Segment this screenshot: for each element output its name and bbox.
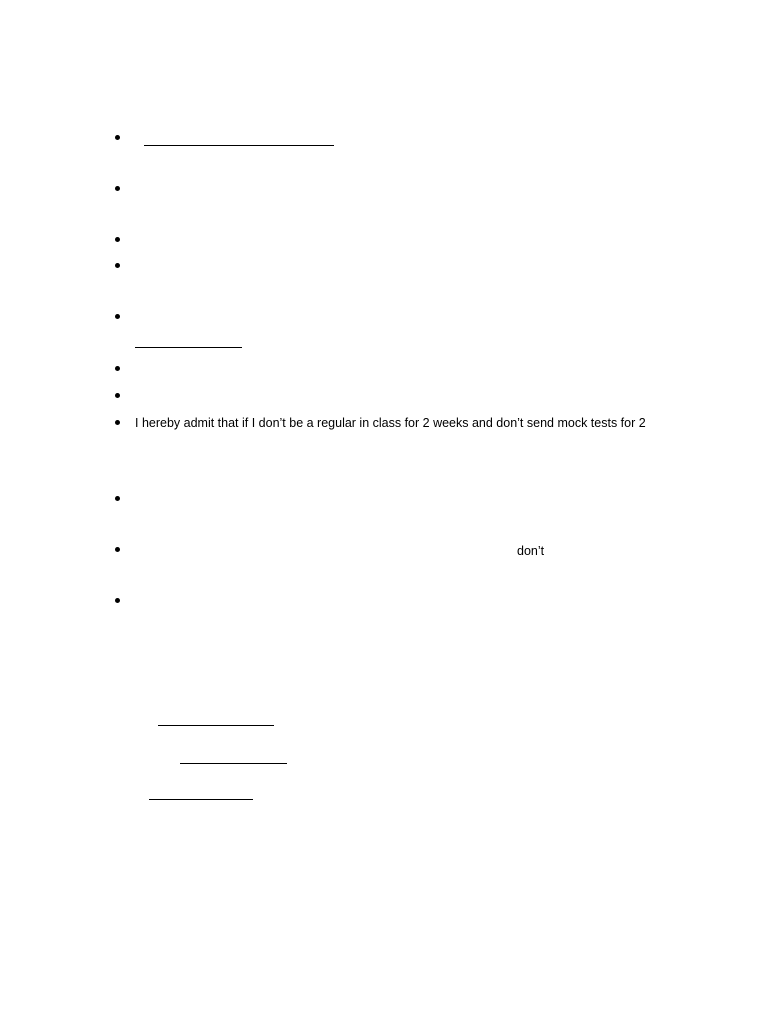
bullet-marker xyxy=(114,262,122,270)
fill-in-blank-line xyxy=(180,763,287,764)
bullet-marker xyxy=(114,313,122,321)
bullet-marker xyxy=(114,236,122,244)
fill-in-blank-line xyxy=(149,799,253,800)
bullet-marker xyxy=(114,597,122,605)
bullet-marker xyxy=(114,392,122,400)
bullet-marker xyxy=(114,419,122,427)
fill-in-blank-line xyxy=(158,725,274,726)
bullet-marker xyxy=(114,495,122,503)
bullet-marker xyxy=(114,134,122,142)
fill-in-blank-line xyxy=(144,145,334,146)
fill-in-blank-line xyxy=(135,347,242,348)
bullet-marker xyxy=(114,365,122,373)
declaration-text: I hereby admit that if I don’t be a regular in class for 2 weeks and don’t send mock tests for 2 xyxy=(135,416,646,430)
bullet-marker xyxy=(114,185,122,193)
bullet-marker xyxy=(114,546,122,554)
text-fragment: don’t xyxy=(517,544,545,558)
